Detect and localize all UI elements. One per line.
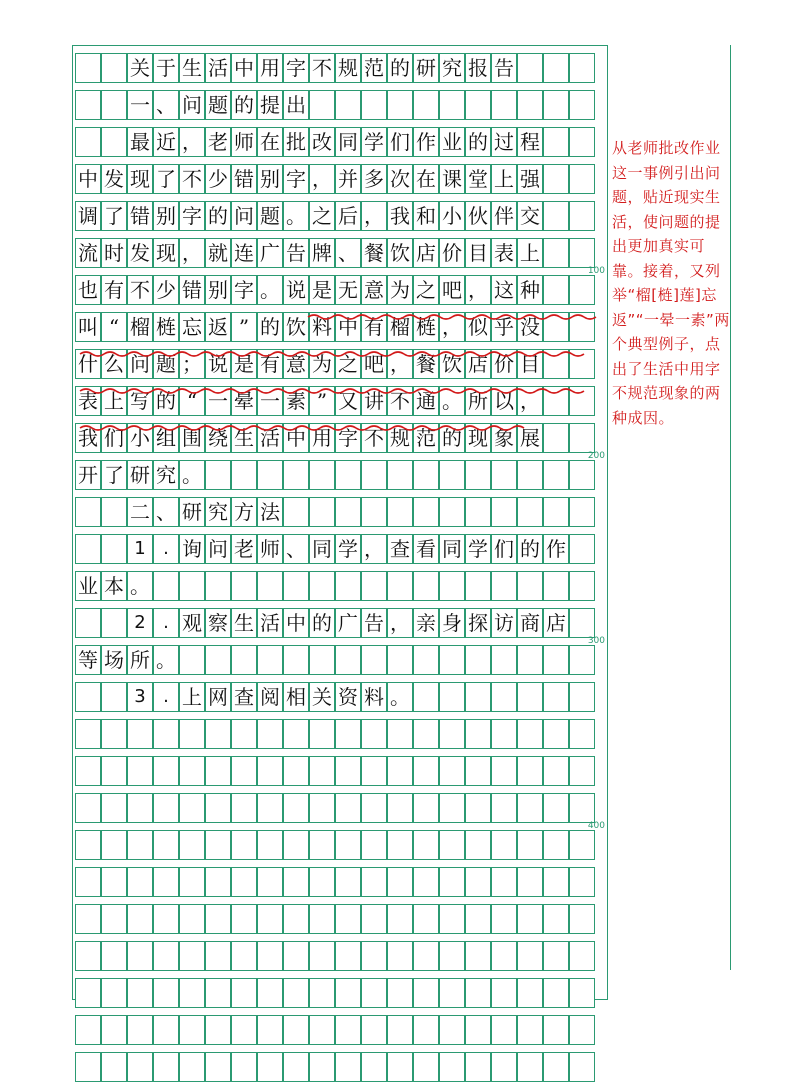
grid-cell: 探 [465,608,491,638]
grid-cell: 近 [153,127,179,157]
grid-cell: 店 [465,349,491,379]
grid-cell: 强 [517,164,543,194]
grid-cell: 价 [439,238,465,268]
grid-cell: 字 [335,423,361,453]
grid-cell: 小 [127,423,153,453]
grid-cell: 。 [153,645,179,675]
grid-cell: 通 [413,386,439,416]
grid-cell: ” [231,312,257,342]
grid-cell: 们 [491,534,517,564]
grid-cell: 学 [465,534,491,564]
grid-cell: 意 [361,275,387,305]
grid-cell: 资 [335,682,361,712]
grid-cell: 问 [231,201,257,231]
grid-cell: 本 [101,571,127,601]
grid-cell: 问 [205,534,231,564]
grid-cell: 说 [205,349,231,379]
grid-cell: 餐 [361,238,387,268]
grid-cell: 二 [127,497,153,527]
wavy-underline-line-10 [80,426,524,430]
grid-cell: 字 [283,53,309,83]
grid-cell: 错 [179,275,205,305]
grid-cell: 这 [491,275,517,305]
grid-cell: 1 [127,534,153,564]
grid-cell: 现 [465,423,491,453]
grid-cell: 餐 [413,349,439,379]
grid-cell: 、 [283,534,309,564]
grid-cell: “ [179,386,205,416]
grid-cell: ， [387,608,413,638]
grid-cell: 榴 [127,312,153,342]
grid-cell: 究 [439,53,465,83]
grid-cell: 访 [491,608,517,638]
grid-cell: 观 [179,608,205,638]
grid-cell: . [153,682,179,712]
grid-cell: 师 [257,534,283,564]
grid-cell: 所 [465,386,491,416]
word-count-marker: 200 [587,451,605,461]
grid-cell: ， [517,386,543,416]
grid-cell: 写 [127,386,153,416]
grid-cell: 料 [309,312,335,342]
grid-cell: 么 [101,349,127,379]
grid-cell: 就 [205,238,231,268]
grid-cell: 现 [127,164,153,194]
grid-cell: 别 [257,164,283,194]
grid-cell: ， [439,312,465,342]
grid-cell: 并 [335,164,361,194]
grid-cell: 饮 [439,349,465,379]
grid-cell: ， [361,534,387,564]
grid-cell: 。 [179,460,205,490]
grid-cell: 查 [231,682,257,712]
grid-cell: ” [309,386,335,416]
grid-cell: 又 [335,386,361,416]
grid-cell: 梿 [413,312,439,342]
grid-cell: 老 [205,127,231,157]
grid-cell: 为 [309,349,335,379]
grid-cell: 是 [231,349,257,379]
grid-cell: 错 [127,201,153,231]
grid-cell: 返 [205,312,231,342]
grid-cell: 组 [153,423,179,453]
grid-cell: 没 [517,312,543,342]
grid-cell: 商 [517,608,543,638]
grid-cell: 种 [517,275,543,305]
grid-cell: 。 [387,682,413,712]
grid-cell: 一 [205,386,231,416]
wavy-underline-line-9 [80,389,584,393]
grid-cell: 展 [517,423,543,453]
grid-cell: 报 [465,53,491,83]
grid-cell: 讲 [361,386,387,416]
grid-cell: 小 [439,201,465,231]
grid-cell: 广 [257,238,283,268]
grid-cell: 伙 [465,201,491,231]
grid-cell: 。 [439,386,465,416]
grid-cell: 梿 [153,312,179,342]
grid-cell: . [153,608,179,638]
grid-cell: 叫 [75,312,101,342]
grid-cell: 之 [335,349,361,379]
grid-cell: 方 [231,497,257,527]
annotation-margin-line [730,45,731,970]
grid-cell: 伴 [491,201,517,231]
grid-cell: 法 [257,497,283,527]
grid-cell: 察 [205,608,231,638]
grid-cell: 堂 [465,164,491,194]
grid-cell: 相 [283,682,309,712]
wavy-underline-line-7 [308,315,596,319]
grid-cell: 中 [231,53,257,83]
grid-cell: 表 [491,238,517,268]
grid-cell: 晕 [231,386,257,416]
grid-cell: 目 [465,238,491,268]
grid-cell: 的 [257,312,283,342]
grid-cell: 无 [335,275,361,305]
word-count-marker: 400 [587,821,605,831]
grid-cell: 题 [205,90,231,120]
teacher-red-annotation: 从老师批改作业这一事例引出问题，贴近现实生活，使问题的提出更加真实可靠。接着，又列举“榴[梿]莲]忘返”“一晕一素”两个典型例子，点出了生活中用字不规范现象的两种成因。 [612,139,730,427]
grid-cell: 开 [75,460,101,490]
grid-cell: 中 [283,423,309,453]
grid-cell: ， [309,164,335,194]
grid-cell: 不 [179,164,205,194]
grid-cell: 问 [179,90,205,120]
grid-cell: 们 [101,423,127,453]
grid-cell: 的 [153,386,179,416]
grid-cell: 和 [413,201,439,231]
grid-cell: 的 [439,423,465,453]
grid-cell: 了 [153,164,179,194]
grid-cell: 、 [153,497,179,527]
grid-cell: 别 [153,201,179,231]
grid-cell: 出 [283,90,309,120]
grid-cell: 乎 [491,312,517,342]
grid-cell: 题 [257,201,283,231]
grid-cell: 的 [387,53,413,83]
grid-cell: 阅 [257,682,283,712]
grid-cell: 改 [309,127,335,157]
grid-cell: 程 [517,127,543,157]
grid-cell: 、 [335,238,361,268]
grid-cell: 的 [231,90,257,120]
grid-cell: 了 [101,460,127,490]
grid-cell: 过 [491,127,517,157]
grid-cell: 的 [517,534,543,564]
grid-cell: 活 [205,53,231,83]
grid-cell: 批 [283,127,309,157]
grid-cell: 同 [335,127,361,157]
grid-cell: 老 [231,534,257,564]
grid-cell: 似 [465,312,491,342]
grid-cell: 场 [101,645,127,675]
grid-cell: 范 [413,423,439,453]
grid-cell: 一 [127,90,153,120]
wavy-underline-line-8 [80,352,584,356]
grid-cell: 告 [361,608,387,638]
grid-cell: 活 [257,608,283,638]
grid-cell: 提 [257,90,283,120]
grid-cell: 交 [517,201,543,231]
grid-cell: 次 [387,164,413,194]
grid-cell: 一 [257,386,283,416]
word-count-marker: 300 [587,636,605,646]
grid-cell: 绕 [205,423,231,453]
grid-cell: 看 [413,534,439,564]
grid-cell: 查 [387,534,413,564]
grid-cell: 最 [127,127,153,157]
grid-cell: 网 [205,682,231,712]
grid-cell: 榴 [387,312,413,342]
grid-cell: 作 [413,127,439,157]
grid-cell: 牌 [309,238,335,268]
grid-cell: 们 [387,127,413,157]
grid-cell: 不 [387,386,413,416]
grid-cell: 询 [179,534,205,564]
grid-cell: 什 [75,349,101,379]
grid-cell: 目 [517,349,543,379]
grid-cell: 问 [127,349,153,379]
grid-cell: 在 [257,127,283,157]
grid-cell: 有 [361,312,387,342]
grid-cell: 我 [387,201,413,231]
grid-cell: 等 [75,645,101,675]
grid-cell: 题 [153,349,179,379]
grid-cell: 上 [179,682,205,712]
grid-cell: 以 [491,386,517,416]
grid-cell: 。 [127,571,153,601]
grid-cell: 身 [439,608,465,638]
grid-cell: 连 [231,238,257,268]
grid-cell: 用 [257,53,283,83]
grid-cell: 上 [517,238,543,268]
grid-cell: 为 [387,275,413,305]
grid-cell: 字 [179,201,205,231]
grid-cell: 不 [127,275,153,305]
grid-cell: 吧 [361,349,387,379]
grid-cell: 表 [75,386,101,416]
grid-cell: 的 [309,608,335,638]
grid-cell: 究 [153,460,179,490]
grid-cell: 少 [205,164,231,194]
grid-cell: 广 [335,608,361,638]
grid-cell: 流 [75,238,101,268]
grid-cell: 有 [101,275,127,305]
grid-cell: 究 [205,497,231,527]
grid-cell: 发 [101,164,127,194]
grid-cell: 字 [231,275,257,305]
grid-cell: 店 [543,608,569,638]
word-count-marker: 100 [587,266,605,276]
grid-cell: 用 [309,423,335,453]
grid-cell: 是 [309,275,335,305]
grid-cell: 关 [309,682,335,712]
grid-cell: 现 [153,238,179,268]
grid-cell: 中 [75,164,101,194]
grid-cell: 素 [283,386,309,416]
grid-cell: 生 [231,608,257,638]
grid-cell: 关 [127,53,153,83]
grid-cell: 象 [491,423,517,453]
grid-cell: 别 [205,275,231,305]
grid-cell: 不 [309,53,335,83]
grid-cell: 生 [231,423,257,453]
grid-cell: 告 [283,238,309,268]
grid-cell: 上 [101,386,127,416]
grid-cell: 发 [127,238,153,268]
grid-cell: 不 [361,423,387,453]
grid-cell: 于 [153,53,179,83]
grid-cell: ； [179,349,205,379]
grid-cell: 的 [465,127,491,157]
grid-cell: 店 [413,238,439,268]
grid-cell: 上 [491,164,517,194]
grid-cell: 。 [283,201,309,231]
grid-cell: 调 [75,201,101,231]
grid-cell: 之 [309,201,335,231]
grid-cell: 作 [543,534,569,564]
grid-cell: 告 [491,53,517,83]
grid-cell: 错 [231,164,257,194]
grid-cell: 了 [101,201,127,231]
grid-cell: 同 [309,534,335,564]
grid-cell: ， [465,275,491,305]
grid-cell: 师 [231,127,257,157]
grid-cell: 也 [75,275,101,305]
grid-cell: 之 [413,275,439,305]
grid-cell: 意 [283,349,309,379]
grid-cell: 后 [335,201,361,231]
grid-cell: 规 [335,53,361,83]
grid-cell: 字 [283,164,309,194]
grid-cell: 生 [179,53,205,83]
grid-cell: 说 [283,275,309,305]
grid-cell: ， [179,127,205,157]
grid-cell: 饮 [283,312,309,342]
grid-cell: 中 [335,312,361,342]
grid-cell: 价 [491,349,517,379]
grid-cell: 研 [127,460,153,490]
grid-cell: 同 [439,534,465,564]
grid-cell: 忘 [179,312,205,342]
grid-cell: 中 [283,608,309,638]
grid-cell: “ [101,312,127,342]
grid-cell: 少 [153,275,179,305]
grid-cell: 课 [439,164,465,194]
grid-cell: 。 [257,275,283,305]
grid-cell: 料 [361,682,387,712]
grid-cell: 有 [257,349,283,379]
grid-cell: ， [387,349,413,379]
grid-cell: 吧 [439,275,465,305]
grid-cell: 研 [179,497,205,527]
grid-cell: 在 [413,164,439,194]
grid-cell: ， [179,238,205,268]
grid-cell: 亲 [413,608,439,638]
grid-cell: 所 [127,645,153,675]
grid-cell: 规 [387,423,413,453]
grid-cell: 2 [127,608,153,638]
grid-cell: 业 [439,127,465,157]
grid-cell: 研 [413,53,439,83]
grid-cell: ， [361,201,387,231]
grid-cell: 范 [361,53,387,83]
grid-cell: 饮 [387,238,413,268]
grid-cell: . [153,534,179,564]
grid-cell: 学 [335,534,361,564]
grid-cell: 、 [153,90,179,120]
grid-cell: 多 [361,164,387,194]
grid-cell: 3 [127,682,153,712]
grid-cell: 的 [205,201,231,231]
grid-cell: 业 [75,571,101,601]
grid-cell: 活 [257,423,283,453]
grid-cell: 围 [179,423,205,453]
grid-cell: 我 [75,423,101,453]
grid-cell: 时 [101,238,127,268]
grid-cell: 学 [361,127,387,157]
